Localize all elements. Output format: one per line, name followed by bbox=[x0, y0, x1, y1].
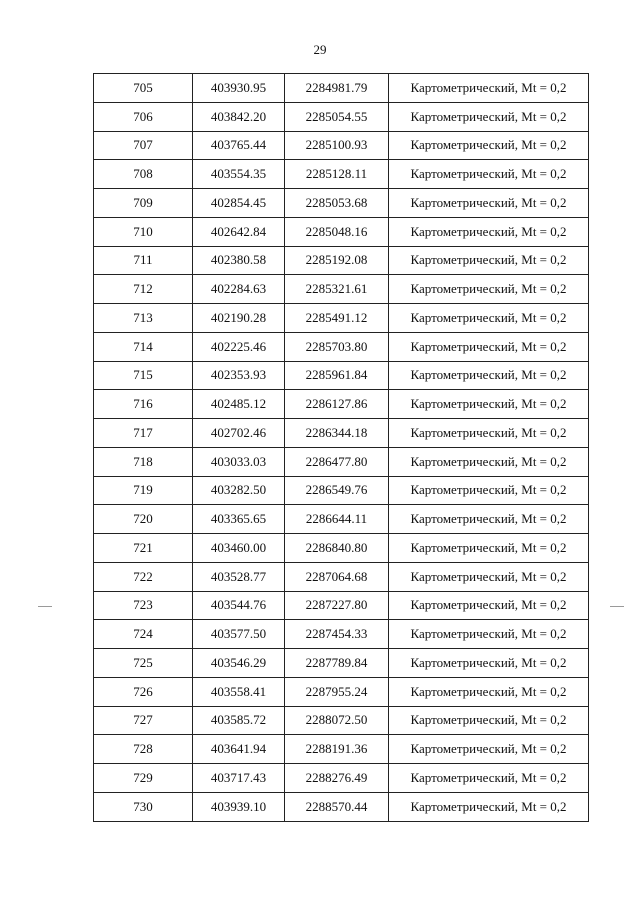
point-number-cell: 723 bbox=[94, 591, 193, 620]
point-number-cell: 713 bbox=[94, 304, 193, 333]
coordinates-table-body bbox=[94, 74, 589, 822]
table-row bbox=[94, 246, 589, 275]
table-row bbox=[94, 189, 589, 218]
y-coordinate-cell: 2285048.16 bbox=[285, 217, 389, 246]
point-number-cell: 719 bbox=[94, 476, 193, 505]
x-coordinate-cell: 402380.58 bbox=[193, 246, 285, 275]
x-coordinate-cell: 403577.50 bbox=[193, 620, 285, 649]
x-coordinate-cell: 403558.41 bbox=[193, 677, 285, 706]
y-coordinate-cell: 2285192.08 bbox=[285, 246, 389, 275]
method-cell: Картометрический, Mt = 0,2 bbox=[389, 74, 589, 103]
method-cell: Картометрический, Mt = 0,2 bbox=[389, 735, 589, 764]
method-cell: Картометрический, Mt = 0,2 bbox=[389, 419, 589, 448]
table-row bbox=[94, 476, 589, 505]
table-row bbox=[94, 735, 589, 764]
x-coordinate-cell: 403717.43 bbox=[193, 764, 285, 793]
method-cell: Картометрический, Mt = 0,2 bbox=[389, 534, 589, 563]
point-number-cell: 709 bbox=[94, 189, 193, 218]
table-row bbox=[94, 447, 589, 476]
method-cell: Картометрический, Mt = 0,2 bbox=[389, 649, 589, 678]
point-number-cell: 710 bbox=[94, 217, 193, 246]
y-coordinate-cell: 2285054.55 bbox=[285, 102, 389, 131]
point-number-cell: 724 bbox=[94, 620, 193, 649]
table-row bbox=[94, 332, 589, 361]
point-number-cell: 722 bbox=[94, 562, 193, 591]
y-coordinate-cell: 2286840.80 bbox=[285, 534, 389, 563]
table-row bbox=[94, 677, 589, 706]
y-coordinate-cell: 2286549.76 bbox=[285, 476, 389, 505]
table-row bbox=[94, 217, 589, 246]
point-number-cell: 715 bbox=[94, 361, 193, 390]
x-coordinate-cell: 403930.95 bbox=[193, 74, 285, 103]
x-coordinate-cell: 402642.84 bbox=[193, 217, 285, 246]
x-coordinate-cell: 403765.44 bbox=[193, 131, 285, 160]
method-cell: Картометрический, Mt = 0,2 bbox=[389, 102, 589, 131]
point-number-cell: 720 bbox=[94, 505, 193, 534]
y-coordinate-cell: 2285321.61 bbox=[285, 275, 389, 304]
y-coordinate-cell: 2285961.84 bbox=[285, 361, 389, 390]
coordinates-table bbox=[93, 73, 589, 822]
method-cell: Картометрический, Mt = 0,2 bbox=[389, 447, 589, 476]
x-coordinate-cell: 402353.93 bbox=[193, 361, 285, 390]
table-row bbox=[94, 792, 589, 821]
point-number-cell: 717 bbox=[94, 419, 193, 448]
y-coordinate-cell: 2288191.36 bbox=[285, 735, 389, 764]
y-coordinate-cell: 2284981.79 bbox=[285, 74, 389, 103]
scan-mark-left bbox=[38, 606, 52, 607]
table-row bbox=[94, 419, 589, 448]
y-coordinate-cell: 2287227.80 bbox=[285, 591, 389, 620]
x-coordinate-cell: 402225.46 bbox=[193, 332, 285, 361]
y-coordinate-cell: 2285128.11 bbox=[285, 160, 389, 189]
x-coordinate-cell: 403528.77 bbox=[193, 562, 285, 591]
x-coordinate-cell: 403282.50 bbox=[193, 476, 285, 505]
x-coordinate-cell: 402284.63 bbox=[193, 275, 285, 304]
scan-mark-right bbox=[610, 606, 624, 607]
point-number-cell: 721 bbox=[94, 534, 193, 563]
method-cell: Картометрический, Mt = 0,2 bbox=[389, 476, 589, 505]
point-number-cell: 705 bbox=[94, 74, 193, 103]
method-cell: Картометрический, Mt = 0,2 bbox=[389, 160, 589, 189]
x-coordinate-cell: 403554.35 bbox=[193, 160, 285, 189]
y-coordinate-cell: 2288570.44 bbox=[285, 792, 389, 821]
x-coordinate-cell: 403585.72 bbox=[193, 706, 285, 735]
point-number-cell: 727 bbox=[94, 706, 193, 735]
y-coordinate-cell: 2287454.33 bbox=[285, 620, 389, 649]
x-coordinate-cell: 402485.12 bbox=[193, 390, 285, 419]
method-cell: Картометрический, Mt = 0,2 bbox=[389, 620, 589, 649]
x-coordinate-cell: 402854.45 bbox=[193, 189, 285, 218]
point-number-cell: 729 bbox=[94, 764, 193, 793]
y-coordinate-cell: 2286127.86 bbox=[285, 390, 389, 419]
table-row bbox=[94, 390, 589, 419]
y-coordinate-cell: 2287064.68 bbox=[285, 562, 389, 591]
method-cell: Картометрический, Mt = 0,2 bbox=[389, 562, 589, 591]
point-number-cell: 707 bbox=[94, 131, 193, 160]
point-number-cell: 712 bbox=[94, 275, 193, 304]
table-row bbox=[94, 505, 589, 534]
y-coordinate-cell: 2288276.49 bbox=[285, 764, 389, 793]
x-coordinate-cell: 403641.94 bbox=[193, 735, 285, 764]
table-row bbox=[94, 562, 589, 591]
table-row bbox=[94, 160, 589, 189]
table-row bbox=[94, 131, 589, 160]
y-coordinate-cell: 2287955.24 bbox=[285, 677, 389, 706]
point-number-cell: 728 bbox=[94, 735, 193, 764]
x-coordinate-cell: 402190.28 bbox=[193, 304, 285, 333]
table-row bbox=[94, 304, 589, 333]
method-cell: Картометрический, Mt = 0,2 bbox=[389, 304, 589, 333]
table-row bbox=[94, 764, 589, 793]
point-number-cell: 730 bbox=[94, 792, 193, 821]
point-number-cell: 706 bbox=[94, 102, 193, 131]
method-cell: Картометрический, Mt = 0,2 bbox=[389, 275, 589, 304]
y-coordinate-cell: 2288072.50 bbox=[285, 706, 389, 735]
y-coordinate-cell: 2287789.84 bbox=[285, 649, 389, 678]
x-coordinate-cell: 403365.65 bbox=[193, 505, 285, 534]
point-number-cell: 711 bbox=[94, 246, 193, 275]
x-coordinate-cell: 402702.46 bbox=[193, 419, 285, 448]
y-coordinate-cell: 2285703.80 bbox=[285, 332, 389, 361]
method-cell: Картометрический, Mt = 0,2 bbox=[389, 706, 589, 735]
x-coordinate-cell: 403939.10 bbox=[193, 792, 285, 821]
table-row bbox=[94, 591, 589, 620]
x-coordinate-cell: 403546.29 bbox=[193, 649, 285, 678]
method-cell: Картометрический, Mt = 0,2 bbox=[389, 189, 589, 218]
point-number-cell: 718 bbox=[94, 447, 193, 476]
table-row bbox=[94, 275, 589, 304]
y-coordinate-cell: 2286644.11 bbox=[285, 505, 389, 534]
table-row bbox=[94, 534, 589, 563]
table-row bbox=[94, 706, 589, 735]
table-row bbox=[94, 620, 589, 649]
x-coordinate-cell: 403033.03 bbox=[193, 447, 285, 476]
y-coordinate-cell: 2286344.18 bbox=[285, 419, 389, 448]
method-cell: Картометрический, Mt = 0,2 bbox=[389, 764, 589, 793]
page-number: 29 bbox=[313, 42, 327, 57]
y-coordinate-cell: 2285491.12 bbox=[285, 304, 389, 333]
table-row bbox=[94, 361, 589, 390]
method-cell: Картометрический, Mt = 0,2 bbox=[389, 361, 589, 390]
method-cell: Картометрический, Mt = 0,2 bbox=[389, 246, 589, 275]
x-coordinate-cell: 403544.76 bbox=[193, 591, 285, 620]
method-cell: Картометрический, Mt = 0,2 bbox=[389, 217, 589, 246]
point-number-cell: 708 bbox=[94, 160, 193, 189]
point-number-cell: 714 bbox=[94, 332, 193, 361]
table-row bbox=[94, 74, 589, 103]
x-coordinate-cell: 403842.20 bbox=[193, 102, 285, 131]
method-cell: Картометрический, Mt = 0,2 bbox=[389, 332, 589, 361]
point-number-cell: 726 bbox=[94, 677, 193, 706]
point-number-cell: 716 bbox=[94, 390, 193, 419]
method-cell: Картометрический, Mt = 0,2 bbox=[389, 591, 589, 620]
method-cell: Картометрический, Mt = 0,2 bbox=[389, 131, 589, 160]
y-coordinate-cell: 2285100.93 bbox=[285, 131, 389, 160]
method-cell: Картометрический, Mt = 0,2 bbox=[389, 505, 589, 534]
y-coordinate-cell: 2285053.68 bbox=[285, 189, 389, 218]
method-cell: Картометрический, Mt = 0,2 bbox=[389, 677, 589, 706]
method-cell: Картометрический, Mt = 0,2 bbox=[389, 792, 589, 821]
y-coordinate-cell: 2286477.80 bbox=[285, 447, 389, 476]
point-number-cell: 725 bbox=[94, 649, 193, 678]
table-row bbox=[94, 102, 589, 131]
x-coordinate-cell: 403460.00 bbox=[193, 534, 285, 563]
table-row bbox=[94, 649, 589, 678]
method-cell: Картометрический, Mt = 0,2 bbox=[389, 390, 589, 419]
